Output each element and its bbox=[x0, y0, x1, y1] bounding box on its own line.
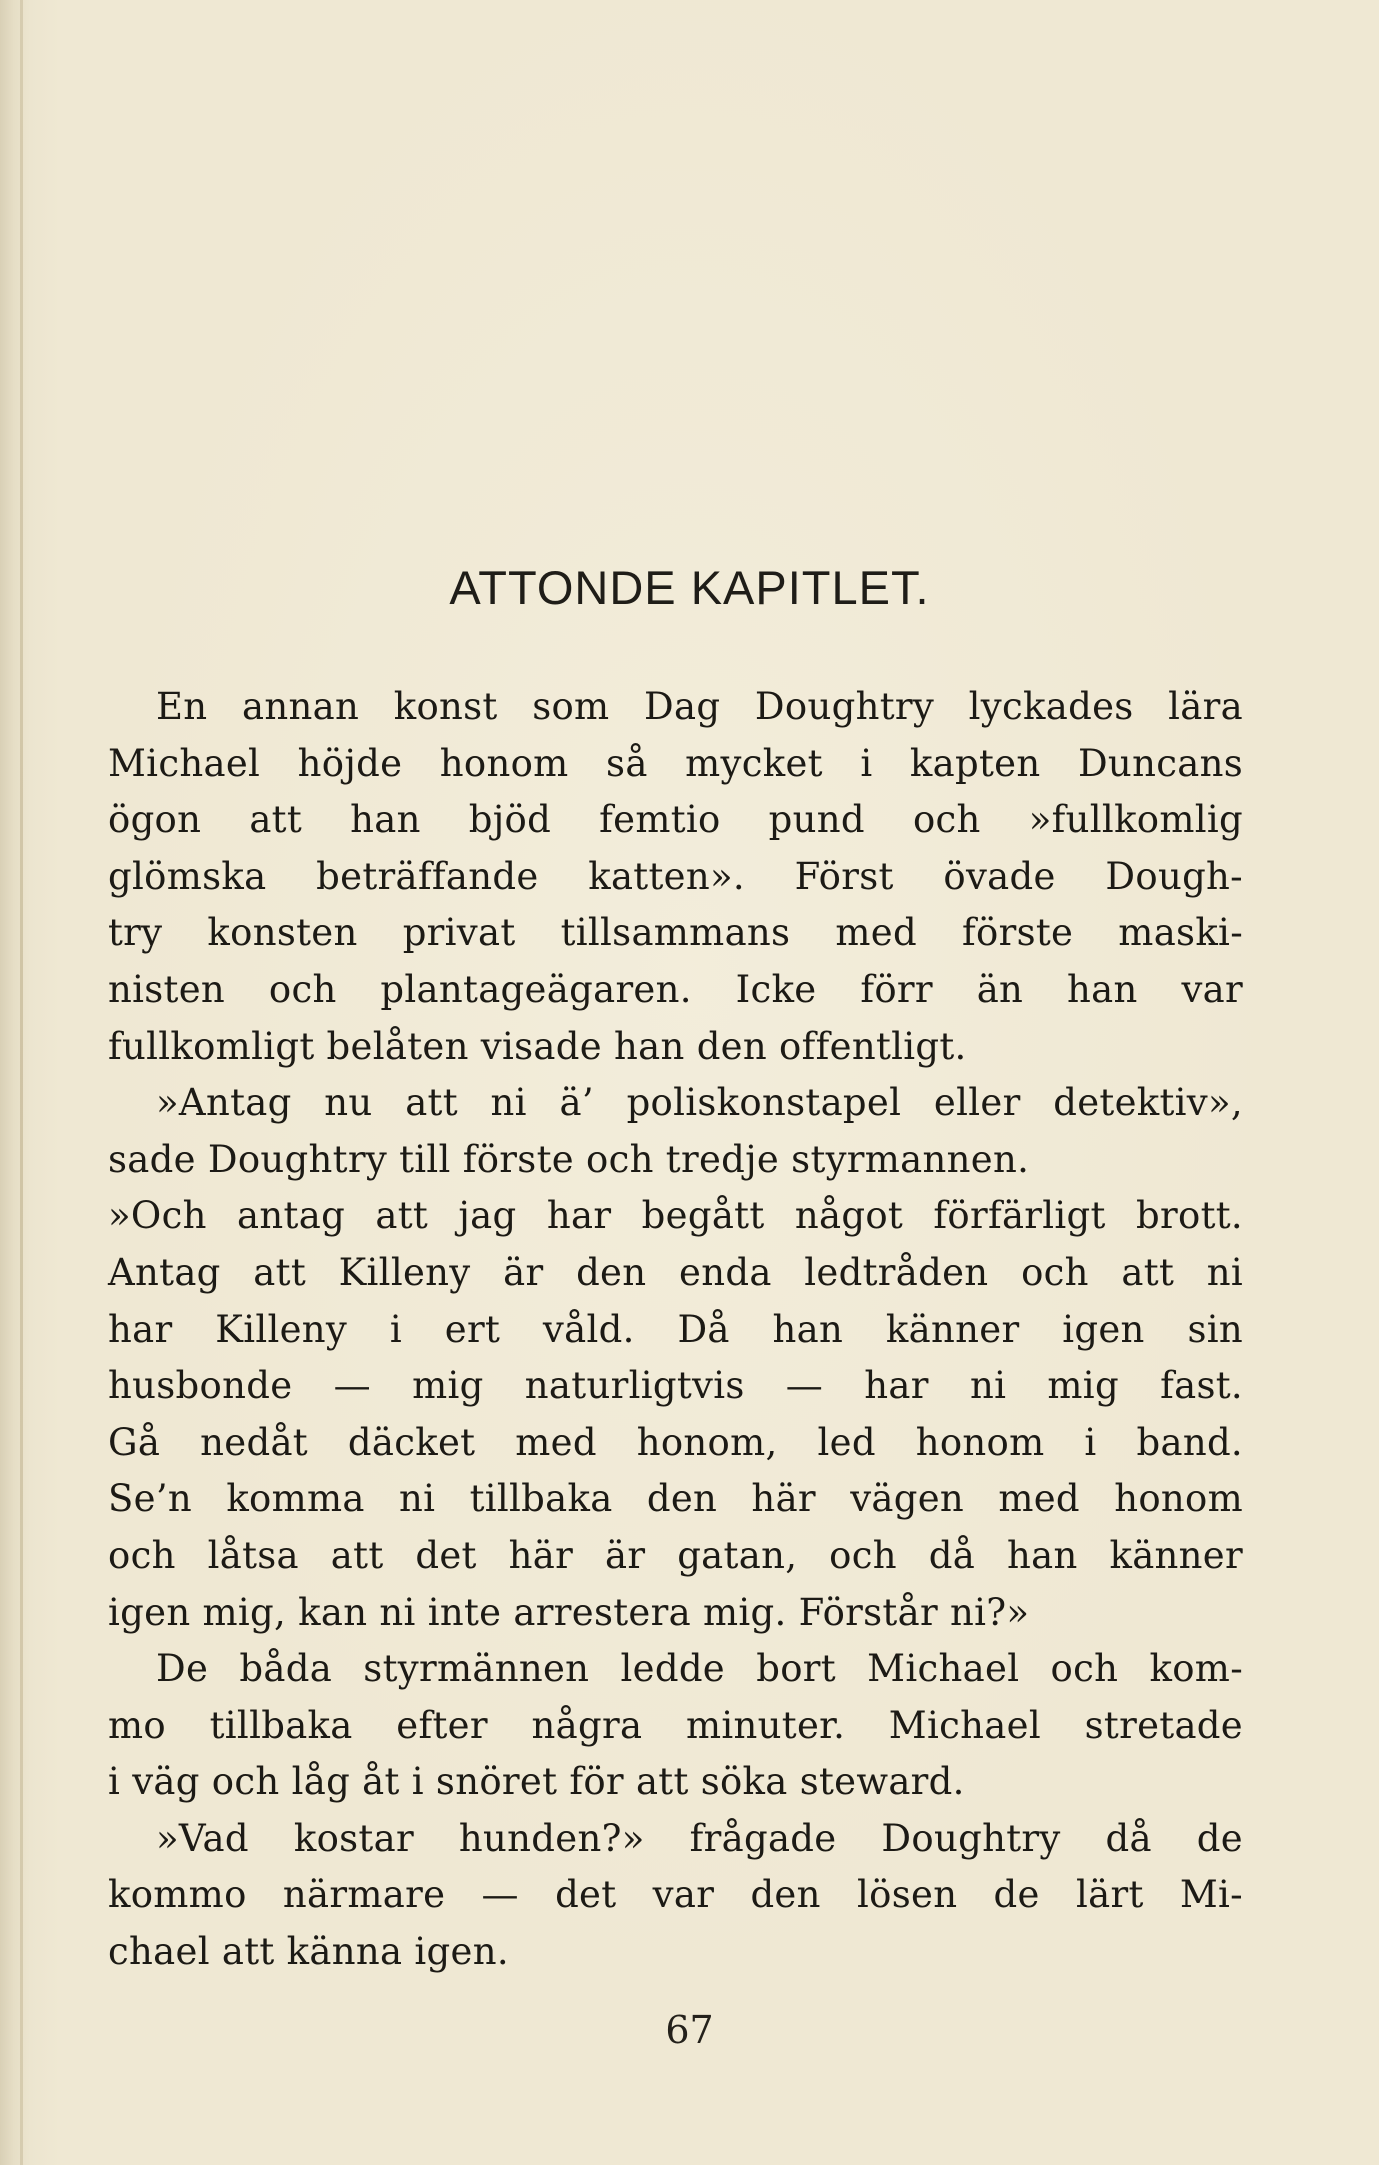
body-text bbox=[108, 679, 1243, 1981]
page-gutter bbox=[20, 0, 23, 2165]
text-line: Antag att Killeny är den enda ledtråden och att ni bbox=[108, 1250, 1243, 1294]
text-line: fullkomligt belåten visade han den offentligt. bbox=[108, 1024, 967, 1068]
text-line: Gå nedåt däcket med honom, led honom i band. bbox=[108, 1420, 1243, 1464]
text-line: »Antag nu att ni ä’ poliskonstapel eller detektiv», bbox=[156, 1081, 1243, 1125]
text-line: Se’n komma ni tillbaka den här vägen med honom bbox=[108, 1477, 1243, 1521]
text-line: »Vad kostar hunden?» frågade Doughtry då de bbox=[156, 1816, 1243, 1860]
text-line: nisten och plantageägaren. Icke förr än han var bbox=[108, 967, 1243, 1011]
text-line: De båda styrmännen ledde bort Michael och kom- bbox=[156, 1647, 1243, 1691]
text-line: kommo närmare — det var den lösen de lärt Mi- bbox=[108, 1873, 1243, 1917]
text-line: sade Doughtry till förste och tredje styrmannen. bbox=[108, 1137, 1030, 1181]
chapter-title: ATTONDE KAPITLET. bbox=[449, 561, 930, 614]
text-line: i väg och låg åt i snöret för att söka steward. bbox=[108, 1760, 965, 1804]
text-line: och låtsa att det här är gatan, och då han känner bbox=[108, 1533, 1243, 1577]
text-line: har Killeny i ert våld. Då han känner igen sin bbox=[108, 1307, 1243, 1351]
text-line: glömska beträffande katten». Först övade Dough- bbox=[108, 854, 1243, 898]
text-line: husbonde — mig naturligtvis — har ni mig fast. bbox=[108, 1364, 1243, 1408]
page-number: 67 bbox=[665, 2008, 714, 2052]
text-line: mo tillbaka efter några minuter. Michael stretade bbox=[108, 1703, 1243, 1747]
text-line: try konsten privat tillsammans med förste maski- bbox=[108, 911, 1243, 955]
text-line: igen mig, kan ni inte arrestera mig. Förstår ni?» bbox=[108, 1590, 1030, 1634]
text-line: chael att känna igen. bbox=[108, 1930, 509, 1974]
text-line: En annan konst som Dag Doughtry lyckades lära bbox=[156, 685, 1243, 728]
text-line: ögon att han bjöd femtio pund och »fullkomlig bbox=[108, 798, 1243, 842]
text-line: Michael höjde honom så mycket i kapten Duncans bbox=[108, 741, 1243, 785]
text-line: »Och antag att jag har begått något förfärligt brott. bbox=[108, 1194, 1243, 1238]
